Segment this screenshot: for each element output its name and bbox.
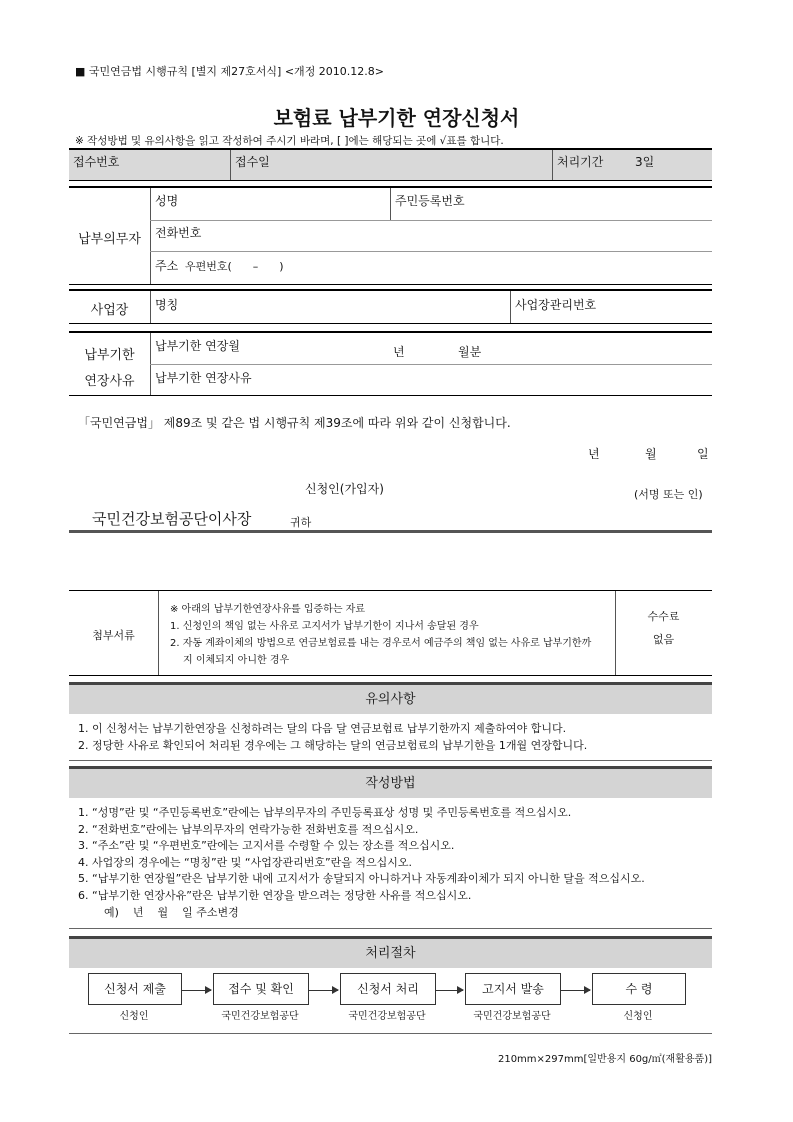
process-arrow [308,990,338,991]
phone-label[interactable]: 전화번호 [155,226,202,240]
process-arrow [560,990,590,991]
process-title: 처리절차 [69,936,712,968]
payer-section-label: 납부의무자 [78,232,141,247]
extension-year-unit: 년 [393,345,405,359]
attachments-label: 첨부서류 [92,629,135,642]
process-actor-2: 국민건강보험공단 [221,1011,299,1022]
applicant-label: 신청인(가입자) [305,482,384,496]
howto-title: 작성방법 [69,766,712,798]
process-step-5: 수 령 [592,973,686,1005]
date-year: 년 [588,447,600,461]
receipt-bottom-rule [69,180,712,181]
extension-reason-label[interactable]: 납부기한 연장사유 [155,371,252,385]
process-actor-3: 국민건강보험공단 [348,1011,426,1022]
attachment-item-2-cont: 지 이체되지 아니한 경우 [183,655,290,666]
process-step-2: 접수 및 확인 [213,973,309,1005]
form-reference: ■ 국민연금법 시행규칙 [별지 제27호서식] <개정 2010.12.8> [75,65,385,78]
process-arrow [181,990,211,991]
instruction-note: ※ 작성방법 및 유의사항을 읽고 작성하여 주시기 바라며, [ ]에는 해당되는 곳에 √표를 합니다. [75,135,504,147]
date-day: 일 [697,447,709,461]
workplace-name-label[interactable]: 명칭 [155,298,179,312]
statement-text: 「국민연금법」 제89조 및 같은 법 시행규칙 제39조에 따라 위와 같이 신청합니다. [78,416,511,430]
extension-section-label-2: 연장사유 [84,374,135,389]
process-step-4: 고지서 발송 [465,973,561,1005]
processing-period-value: 3일 [635,155,655,169]
extension-top-rule [69,331,712,333]
signature-label[interactable]: (서명 또는 인) [634,488,703,501]
fee-value: 없음 [652,633,675,646]
howto-item: 5. “납부기한 연장월”란은 납부기한 내에 고지서가 송달되지 아니하거나 자동계좌이체가 되지 아니한 달을 적으십시오. [78,872,645,886]
page-title: 보험료 납부기한 연장신청서 [273,106,520,130]
addressee: 국민건강보험공단이사장 [92,510,252,528]
howto-item: 1. “성명”란 및 “주민등록번호”란에는 납부의무자의 주민등록표상 성명 및 주민등록번호를 적으십시오. [78,806,572,819]
process-step-1: 신청서 제출 [88,973,182,1005]
attachment-item-2: 2. 자동 계좌이체의 방법으로 연금보험료를 내는 경우로서 예금주의 책임 없는 사유로 납부기한까 [170,638,592,649]
process-actor-1: 신청인 [119,1011,149,1022]
howto-item: 6. “납부기한 연장사유”란은 납부기한 연장을 받으려는 정당한 사유를 적으십시오. [78,888,472,902]
paper-spec: 210mm×297mm[일반용지 60g/㎡(재활용품)] [497,1054,712,1065]
address-label[interactable]: 주소 [155,259,179,273]
process-actor-4: 국민건강보험공단 [473,1011,551,1022]
notes-list [78,720,587,754]
fee-label: 수수료 [647,610,680,623]
workplace-mgmt-no-label[interactable]: 사업장관리번호 [515,298,597,312]
process-actor-5: 신청인 [623,1011,653,1022]
name-label[interactable]: 성명 [155,194,179,208]
notes-item: 1. 이 신청서는 납부기한연장을 신청하려는 달의 다음 달 연금보험료 납부기한까지 제출하여야 합니다. [78,722,567,735]
extension-section-label-1: 납부기한 [84,348,135,363]
process-arrow [435,990,463,991]
workplace-section-label: 사업장 [90,303,129,318]
signature-bottom-rule [69,530,712,533]
date-month: 월 [645,447,657,461]
howto-example: 예) 년 월 일 주소변경 [104,905,239,919]
addressee-suffix: 귀하 [290,516,312,529]
rrn-label[interactable]: 주민등록번호 [395,194,465,208]
receipt-number-label: 접수번호 [73,155,120,169]
postal-code-label[interactable]: 우편번호( – ) [185,260,284,273]
receipt-date-label: 접수일 [235,155,270,169]
workplace-top-rule [69,289,712,291]
attachments-note: ※ 아래의 납부기한연장사유를 입증하는 자료 [170,604,365,615]
receipt-row [69,150,712,180]
processing-period-label: 처리기간 [557,155,604,169]
extension-month-label[interactable]: 납부기한 연장월 [155,339,240,353]
process-step-3: 신청서 처리 [340,973,436,1005]
howto-item: 2. “전화번호”란에는 납부의무자의 연락가능한 전화번호를 적으십시오. [78,822,419,836]
howto-item: 4. 사업장의 경우에는 “명칭”란 및 “사업장관리번호”란을 적으십시오. [78,855,413,869]
howto-list [78,805,645,921]
notes-title: 유의사항 [69,682,712,714]
extension-month-unit: 월분 [458,345,482,359]
payer-divider [150,188,151,284]
howto-item: 3. “주소”란 및 “우편번호”란에는 고지서를 수령할 수 있는 장소를 적으십시오. [78,839,455,853]
notes-item: 2. 정당한 사유로 확인되어 처리된 경우에는 그 해당하는 달의 연금보험료의 납부기한을 1개월 연장합니다. [78,739,588,752]
attachment-item-1: 1. 신청인의 책임 없는 사유로 고지서가 납부기한이 지나서 송달된 경우 [170,621,479,632]
